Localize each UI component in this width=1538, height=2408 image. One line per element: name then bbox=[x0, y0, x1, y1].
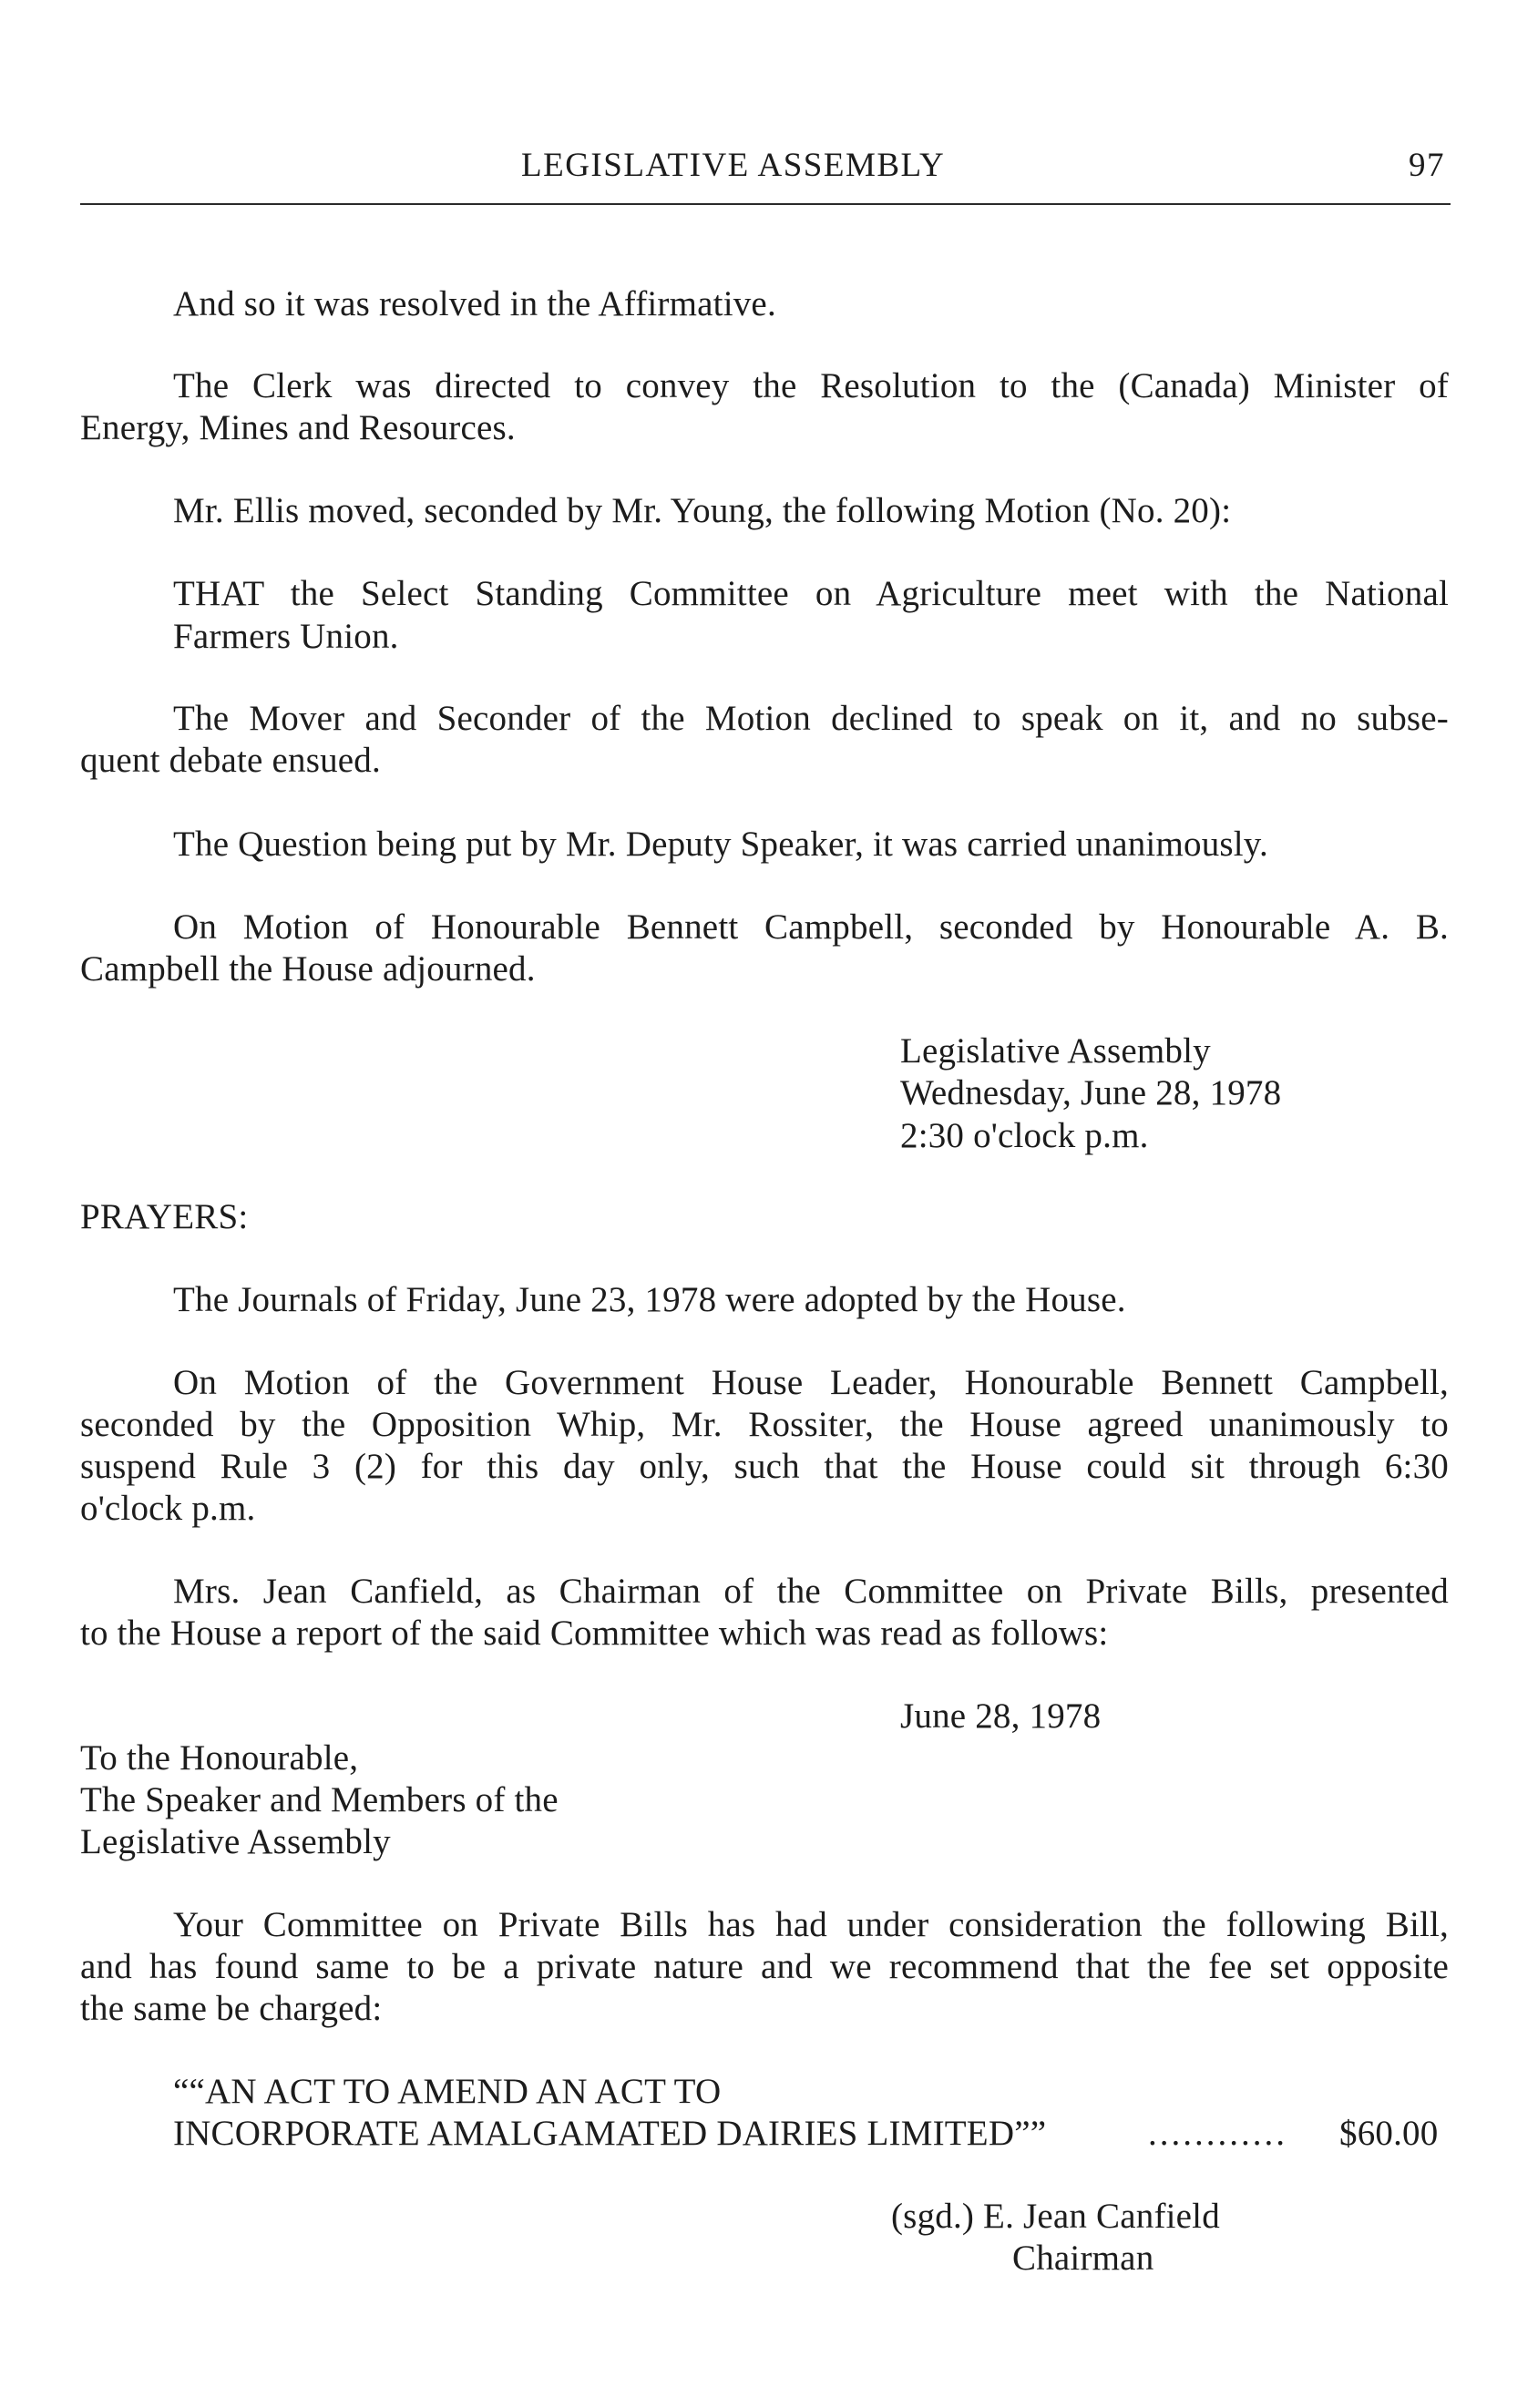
paragraph-adjourned-line1: On Motion of Honourable Bennett Campbell, seconded by Honourable A. B. bbox=[173, 907, 1449, 947]
paragraph-mover-line1: The Mover and Seconder of the Motion declined to speak on it, and no subse- bbox=[173, 699, 1449, 738]
paragraph-clerk-line2: Energy, Mines and Resources. bbox=[80, 408, 516, 447]
paragraph-motion-intro: Mr. Ellis moved, seconded by Mr. Young, the following Motion (No. 20): bbox=[173, 491, 1232, 530]
paragraph-suspend-line2: seconded by the Opposition Whip, Mr. Rossiter, the House agreed unanimously to bbox=[80, 1405, 1449, 1444]
dateline-assembly: Legislative Assembly bbox=[900, 1031, 1211, 1071]
paragraph-resolved: And so it was resolved in the Affirmative. bbox=[173, 284, 776, 323]
paragraph-suspend-line1: On Motion of the Government House Leader, Honourable Bennett Campbell, bbox=[173, 1363, 1449, 1402]
dateline-date: Wednesday, June 28, 1978 bbox=[900, 1073, 1282, 1112]
bill-fee: $60.00 bbox=[1339, 2114, 1439, 2153]
prayers-heading: PRAYERS: bbox=[80, 1197, 249, 1236]
paragraph-canfield-line1: Mrs. Jean Canfield, as Chairman of the Committee on Private Bills, presented bbox=[173, 1572, 1449, 1611]
addressee-line3: Legislative Assembly bbox=[80, 1822, 391, 1861]
paragraph-suspend-line4: o'clock p.m. bbox=[80, 1489, 256, 1528]
paragraph-suspend-line3: suspend Rule 3 (2) for this day only, such that the House could sit through 6:30 bbox=[80, 1447, 1449, 1486]
bill-title-line1: ““AN ACT TO AMEND AN ACT TO bbox=[173, 2072, 722, 2111]
signature-title: Chairman bbox=[1012, 2239, 1154, 2278]
motion-text-line2: Farmers Union. bbox=[173, 617, 399, 656]
report-date: June 28, 1978 bbox=[900, 1696, 1102, 1736]
paragraph-adjourned-line2: Campbell the House adjourned. bbox=[80, 949, 536, 989]
report-body-line3: the same be charged: bbox=[80, 1989, 383, 2028]
addressee-line2: The Speaker and Members of the bbox=[80, 1780, 559, 1819]
running-header-title: LEGISLATIVE ASSEMBLY bbox=[521, 147, 946, 184]
dateline-time: 2:30 o'clock p.m. bbox=[900, 1116, 1149, 1155]
paragraph-canfield-line2: to the House a report of the said Committee which was read as follows: bbox=[80, 1614, 1109, 1653]
signature-name: (sgd.) E. Jean Canfield bbox=[891, 2197, 1220, 2236]
fee-leader-dots: ............ bbox=[1148, 2114, 1287, 2153]
header-rule bbox=[80, 203, 1451, 205]
report-body-line1: Your Committee on Private Bills has had under consideration the following Bill, bbox=[173, 1905, 1449, 1944]
paragraph-mover-line2: quent debate ensued. bbox=[80, 741, 381, 780]
page-number: 97 bbox=[1409, 147, 1445, 184]
paragraph-clerk-line1: The Clerk was directed to convey the Resolution to the (Canada) Minister of bbox=[173, 366, 1449, 405]
paragraph-question: The Question being put by Mr. Deputy Speaker, it was carried unanimously. bbox=[173, 825, 1268, 864]
motion-text-line1: THAT the Select Standing Committee on Agriculture meet with the National bbox=[173, 574, 1449, 613]
bill-title-line2: INCORPORATE AMALGAMATED DAIRIES LIMITED”” bbox=[173, 2114, 1047, 2153]
addressee-line1: To the Honourable, bbox=[80, 1738, 359, 1778]
paragraph-journals: The Journals of Friday, June 23, 1978 were adopted by the House. bbox=[173, 1280, 1126, 1319]
report-body-line2: and has found same to be a private nature and we recommend that the fee set opposite bbox=[80, 1947, 1449, 1986]
